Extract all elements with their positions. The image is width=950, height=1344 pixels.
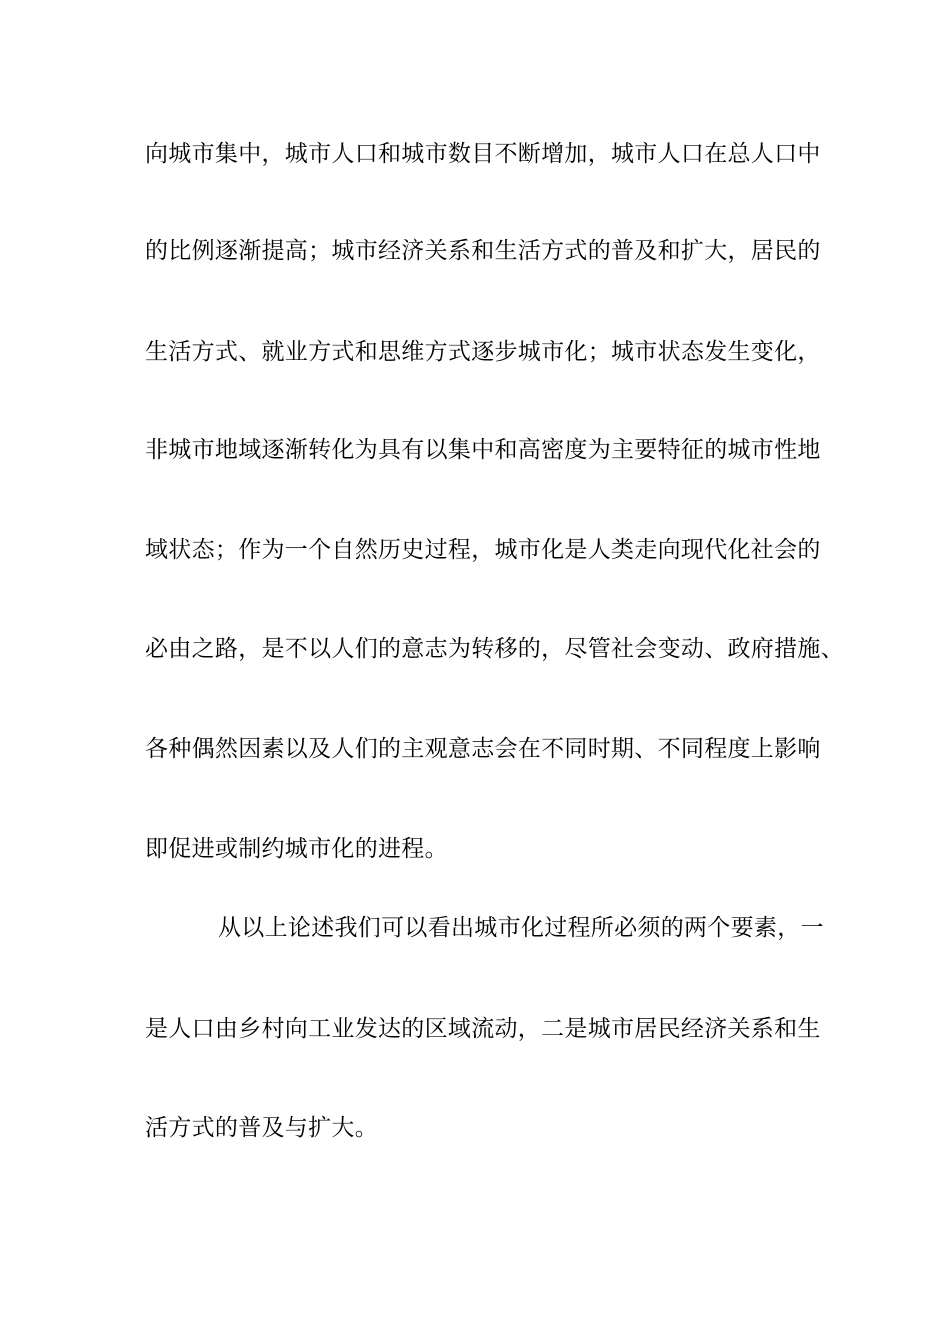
text-line: 的比例逐渐提高；城市经济关系和生活方式的普及和扩大，居民的 — [145, 238, 821, 264]
paragraph-first-line: 从以上论述我们可以看出城市化过程所必须的两个要素，一 — [218, 915, 824, 941]
text-line: 向城市集中，城市人口和城市数目不断增加，城市人口在总人口中 — [145, 141, 821, 167]
text-line: 必由之路，是不以人们的意志为转移的，尽管社会变动、政府措施、 — [145, 636, 844, 662]
text-line: 是人口由乡村向工业发达的区域流动，二是城市居民经济关系和生 — [145, 1016, 821, 1042]
text-line: 域状态；作为一个自然历史过程，城市化是人类走向现代化社会的 — [145, 537, 821, 563]
text-line: 活方式的普及与扩大。 — [145, 1115, 378, 1141]
text-line: 非城市地域逐渐转化为具有以集中和高密度为主要特征的城市性地 — [145, 437, 821, 463]
text-line: 生活方式、就业方式和思维方式逐步城市化；城市状态发生变化， — [145, 339, 821, 365]
text-line: 即促进或制约城市化的进程。 — [145, 836, 448, 862]
text-line: 各种偶然因素以及人们的主观意志会在不同时期、不同程度上影响 — [145, 736, 821, 762]
